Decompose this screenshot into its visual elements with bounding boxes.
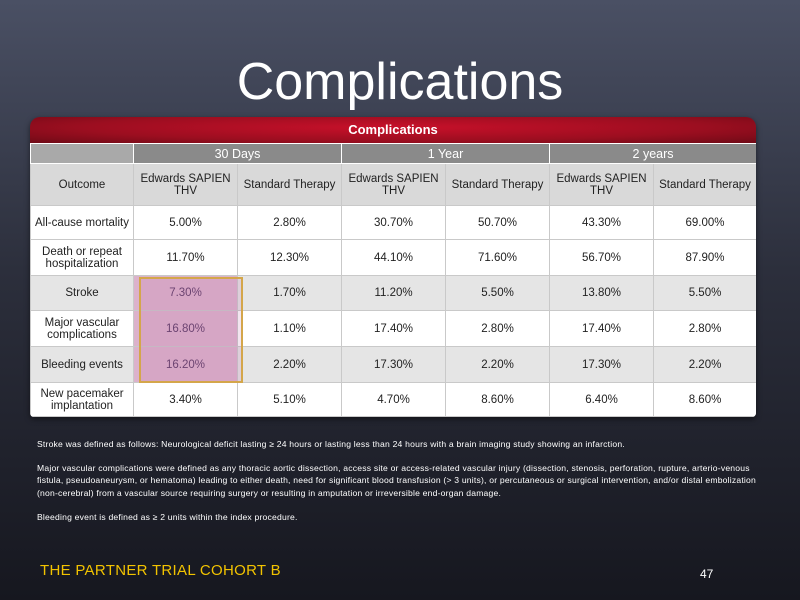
period-header-row — [31, 144, 757, 164]
column-header: Edwards SAPIEN THV — [550, 164, 654, 206]
table-cell: 11.20% — [342, 276, 446, 311]
table-cell: 71.60% — [446, 240, 550, 276]
table-cell: 50.70% — [446, 206, 550, 240]
row-label: Stroke — [31, 276, 134, 311]
table-cell: 2.80% — [654, 311, 756, 347]
table-cell: 2.20% — [446, 347, 550, 383]
table-cell: 17.40% — [550, 311, 654, 347]
highlighted-cell: 7.30% — [134, 276, 238, 311]
footnote-bleeding: Bleeding event is defined as ≥ 2 units within the index procedure. — [37, 511, 298, 522]
column-header: Edwards SAPIEN THV — [342, 164, 446, 206]
period-2-years: 2 years — [550, 144, 756, 164]
period-header-blank — [31, 144, 134, 164]
table-cell: 56.70% — [550, 240, 654, 276]
table-caption: Complications — [30, 117, 756, 143]
table-row — [31, 383, 757, 417]
column-header: Edwards SAPIEN THV — [134, 164, 238, 206]
column-header: Standard Therapy — [446, 164, 550, 206]
table-cell: 4.70% — [342, 383, 446, 417]
column-header-row — [31, 164, 757, 206]
table-cell: 87.90% — [654, 240, 756, 276]
period-30-days: 30 Days — [134, 144, 342, 164]
footnote-stroke: Stroke was defined as follows: Neurological deficit lasting ≥ 24 hours or lasting less than 24 hours with a brain imaging study showing an infarction. — [37, 439, 625, 449]
table-cell: 2.80% — [446, 311, 550, 347]
column-header: Standard Therapy — [654, 164, 756, 206]
table-cell: 2.20% — [238, 347, 342, 383]
table-cell: 1.10% — [238, 311, 342, 347]
table-cell: 5.50% — [446, 276, 550, 311]
row-label: Bleeding events — [31, 347, 134, 383]
page-number: 47 — [700, 567, 714, 581]
table-cell: 1.70% — [238, 276, 342, 311]
table-cell: 8.60% — [446, 383, 550, 417]
table-cell: 5.00% — [134, 206, 238, 240]
table-cell: 8.60% — [654, 383, 756, 417]
table-cell: 6.40% — [550, 383, 654, 417]
table-cell: 5.50% — [654, 276, 756, 311]
table-cell: 30.70% — [342, 206, 446, 240]
footnotes — [37, 438, 767, 535]
complications-table — [30, 117, 756, 417]
highlighted-cell: 16.80% — [134, 311, 238, 347]
table-cell: 5.10% — [238, 383, 342, 417]
table-cell: 17.30% — [550, 347, 654, 383]
data-table — [30, 143, 756, 417]
table-cell: 17.30% — [342, 347, 446, 383]
table-cell: 44.10% — [342, 240, 446, 276]
table-cell: 12.30% — [238, 240, 342, 276]
table-cell: 2.20% — [654, 347, 756, 383]
row-label: All-cause mortality — [31, 206, 134, 240]
table-cell: 43.30% — [550, 206, 654, 240]
table-row — [31, 347, 757, 383]
footer-title: THE PARTNER TRIAL COHORT B — [40, 562, 281, 579]
table-row — [31, 276, 757, 311]
table-row — [31, 206, 757, 240]
row-label: Major vascular complications — [31, 311, 134, 347]
slide-title: Complications — [236, 53, 564, 111]
table-row — [31, 311, 757, 347]
highlighted-cell: 16.20% — [134, 347, 238, 383]
table-row — [31, 240, 757, 276]
table-cell: 13.80% — [550, 276, 654, 311]
column-header: Standard Therapy — [238, 164, 342, 206]
table-cell: 11.70% — [134, 240, 238, 276]
table-cell: 2.80% — [238, 206, 342, 240]
table-cell: 17.40% — [342, 311, 446, 347]
row-label: Death or repeat hospitalization — [31, 240, 134, 276]
table-cell: 3.40% — [134, 383, 238, 417]
table-cell: 69.00% — [654, 206, 756, 240]
period-1-year: 1 Year — [342, 144, 550, 164]
footnote-vascular: Major vascular complications were defined as any thoracic aortic dissection, access site or access-related vascular injury (dissection, stenosis, perforation, rupture, arterio-venous fistula, pseudoaneurysm, or hematoma) leading to either death, need for significant blood transfusion (> 3 units), or percutaneous or surgical intervention, and/or distal embolization (non-cerebral) from a vascular source requiring surgery or resulting in amputation or irreversible end-organ damage. — [37, 463, 756, 498]
row-label: New pacemaker implantation — [31, 383, 134, 417]
column-header: Outcome — [31, 164, 134, 206]
